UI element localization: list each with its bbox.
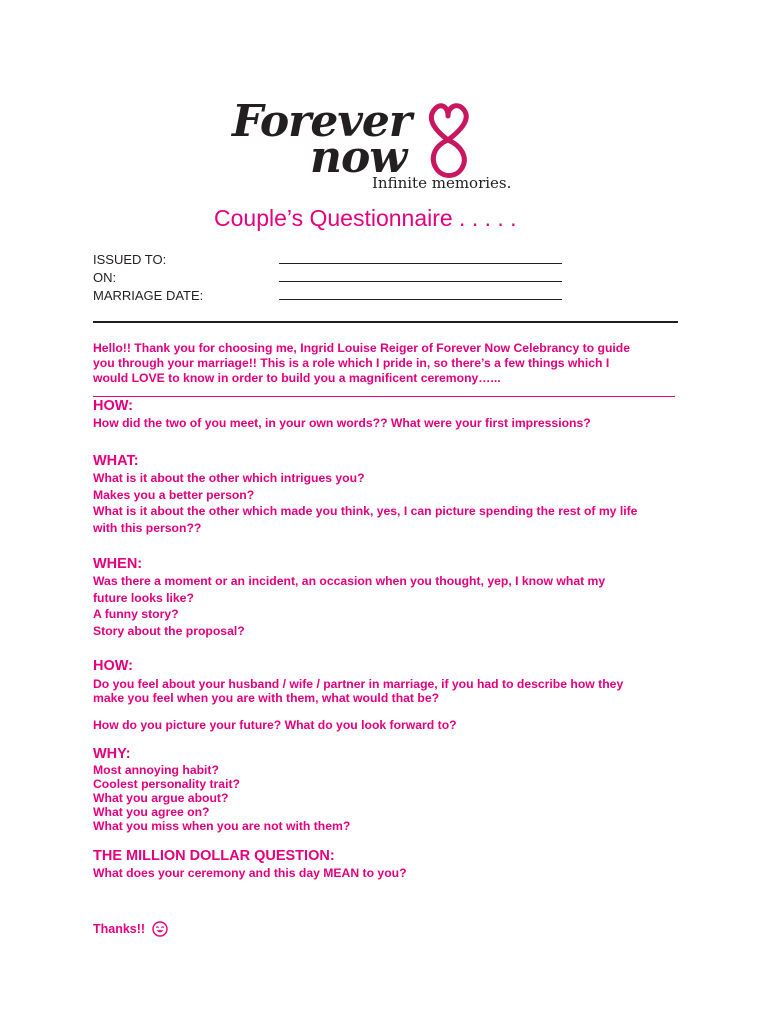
section-heading: WHAT: bbox=[93, 453, 139, 469]
section-when bbox=[93, 556, 678, 639]
logo-word-forever: Forever bbox=[232, 96, 412, 147]
question-line: A funny story? bbox=[93, 607, 179, 621]
issue-fields bbox=[93, 251, 573, 305]
question-line: with this person?? bbox=[93, 520, 202, 535]
on-field[interactable] bbox=[279, 281, 562, 282]
marriage-date-row bbox=[93, 287, 573, 305]
section-heading: THE MILLION DOLLAR QUESTION: bbox=[93, 848, 335, 864]
section-million-dollar bbox=[93, 848, 678, 882]
logo bbox=[232, 96, 552, 195]
on-label: ON: bbox=[93, 270, 117, 285]
question-line: Was there a moment or an incident, an occasion when you thought, yep, I know what my bbox=[93, 574, 606, 588]
heart-icon bbox=[426, 102, 470, 182]
question-line: How did the two of you meet, in your own words?? What were your first impressions? bbox=[93, 416, 591, 430]
question-line: make you feel when you are with them, what would that be? bbox=[93, 691, 440, 705]
question-line: Story about the proposal? bbox=[93, 623, 245, 638]
logo-tagline: Infinite memories. bbox=[372, 174, 512, 192]
question-line: How do you picture your future? What do you look forward to? bbox=[93, 718, 457, 732]
issued-to-label: ISSUED TO: bbox=[93, 252, 167, 267]
section-what bbox=[93, 453, 678, 536]
issued-to-field[interactable] bbox=[279, 263, 562, 264]
section-how-feel bbox=[93, 658, 678, 734]
spacer bbox=[93, 705, 678, 717]
question-line: Most annoying habit? bbox=[93, 763, 219, 777]
divider-rule-pink bbox=[93, 396, 675, 397]
closing-thanks: Thanks!! bbox=[93, 922, 146, 936]
intro-paragraph bbox=[93, 341, 678, 386]
intro-line: you through your marriage!! This is a role which I pride in, so there’s a few things which I bbox=[93, 356, 610, 370]
question-line: future looks like? bbox=[93, 590, 194, 605]
intro-line: Hello!! Thank you for choosing me, Ingrid Louise Reiger of Forever Now Celebrancy to guide bbox=[93, 341, 630, 355]
smiley-icon bbox=[152, 921, 168, 942]
question-line: What does your ceremony and this day MEAN to you? bbox=[93, 866, 407, 880]
question-line: What is it about the other which intrigues you? bbox=[93, 471, 365, 485]
section-heading: HOW: bbox=[93, 658, 134, 674]
question-line: Coolest personality trait? bbox=[93, 777, 240, 791]
divider-rule bbox=[93, 321, 678, 323]
logo-word-now: now bbox=[310, 132, 407, 183]
page-title: Couple’s Questionnaire . . . . . bbox=[214, 205, 517, 231]
section-heading: WHY: bbox=[93, 746, 131, 762]
issued-to-row bbox=[93, 251, 573, 269]
question-line: Makes you a better person? bbox=[93, 487, 255, 502]
question-line: What you agree on? bbox=[93, 805, 210, 819]
section-heading: WHEN: bbox=[93, 556, 143, 572]
question-line: What you miss when you are not with them? bbox=[93, 819, 351, 833]
section-how-meet bbox=[93, 398, 678, 432]
question-line: What you argue about? bbox=[93, 791, 229, 805]
intro-line: would LOVE to know in order to build you a magnificent ceremony…... bbox=[93, 371, 501, 385]
marriage-date-label: MARRIAGE DATE: bbox=[93, 288, 204, 303]
question-line: What is it about the other which made you think, yes, I can picture spending the rest of my life bbox=[93, 504, 638, 518]
section-heading: HOW: bbox=[93, 398, 134, 414]
marriage-date-field[interactable] bbox=[279, 299, 562, 300]
question-line: Do you feel about your husband / wife / partner in marriage, if you had to describe how they bbox=[93, 677, 624, 691]
on-row bbox=[93, 269, 573, 287]
section-why bbox=[93, 746, 678, 833]
